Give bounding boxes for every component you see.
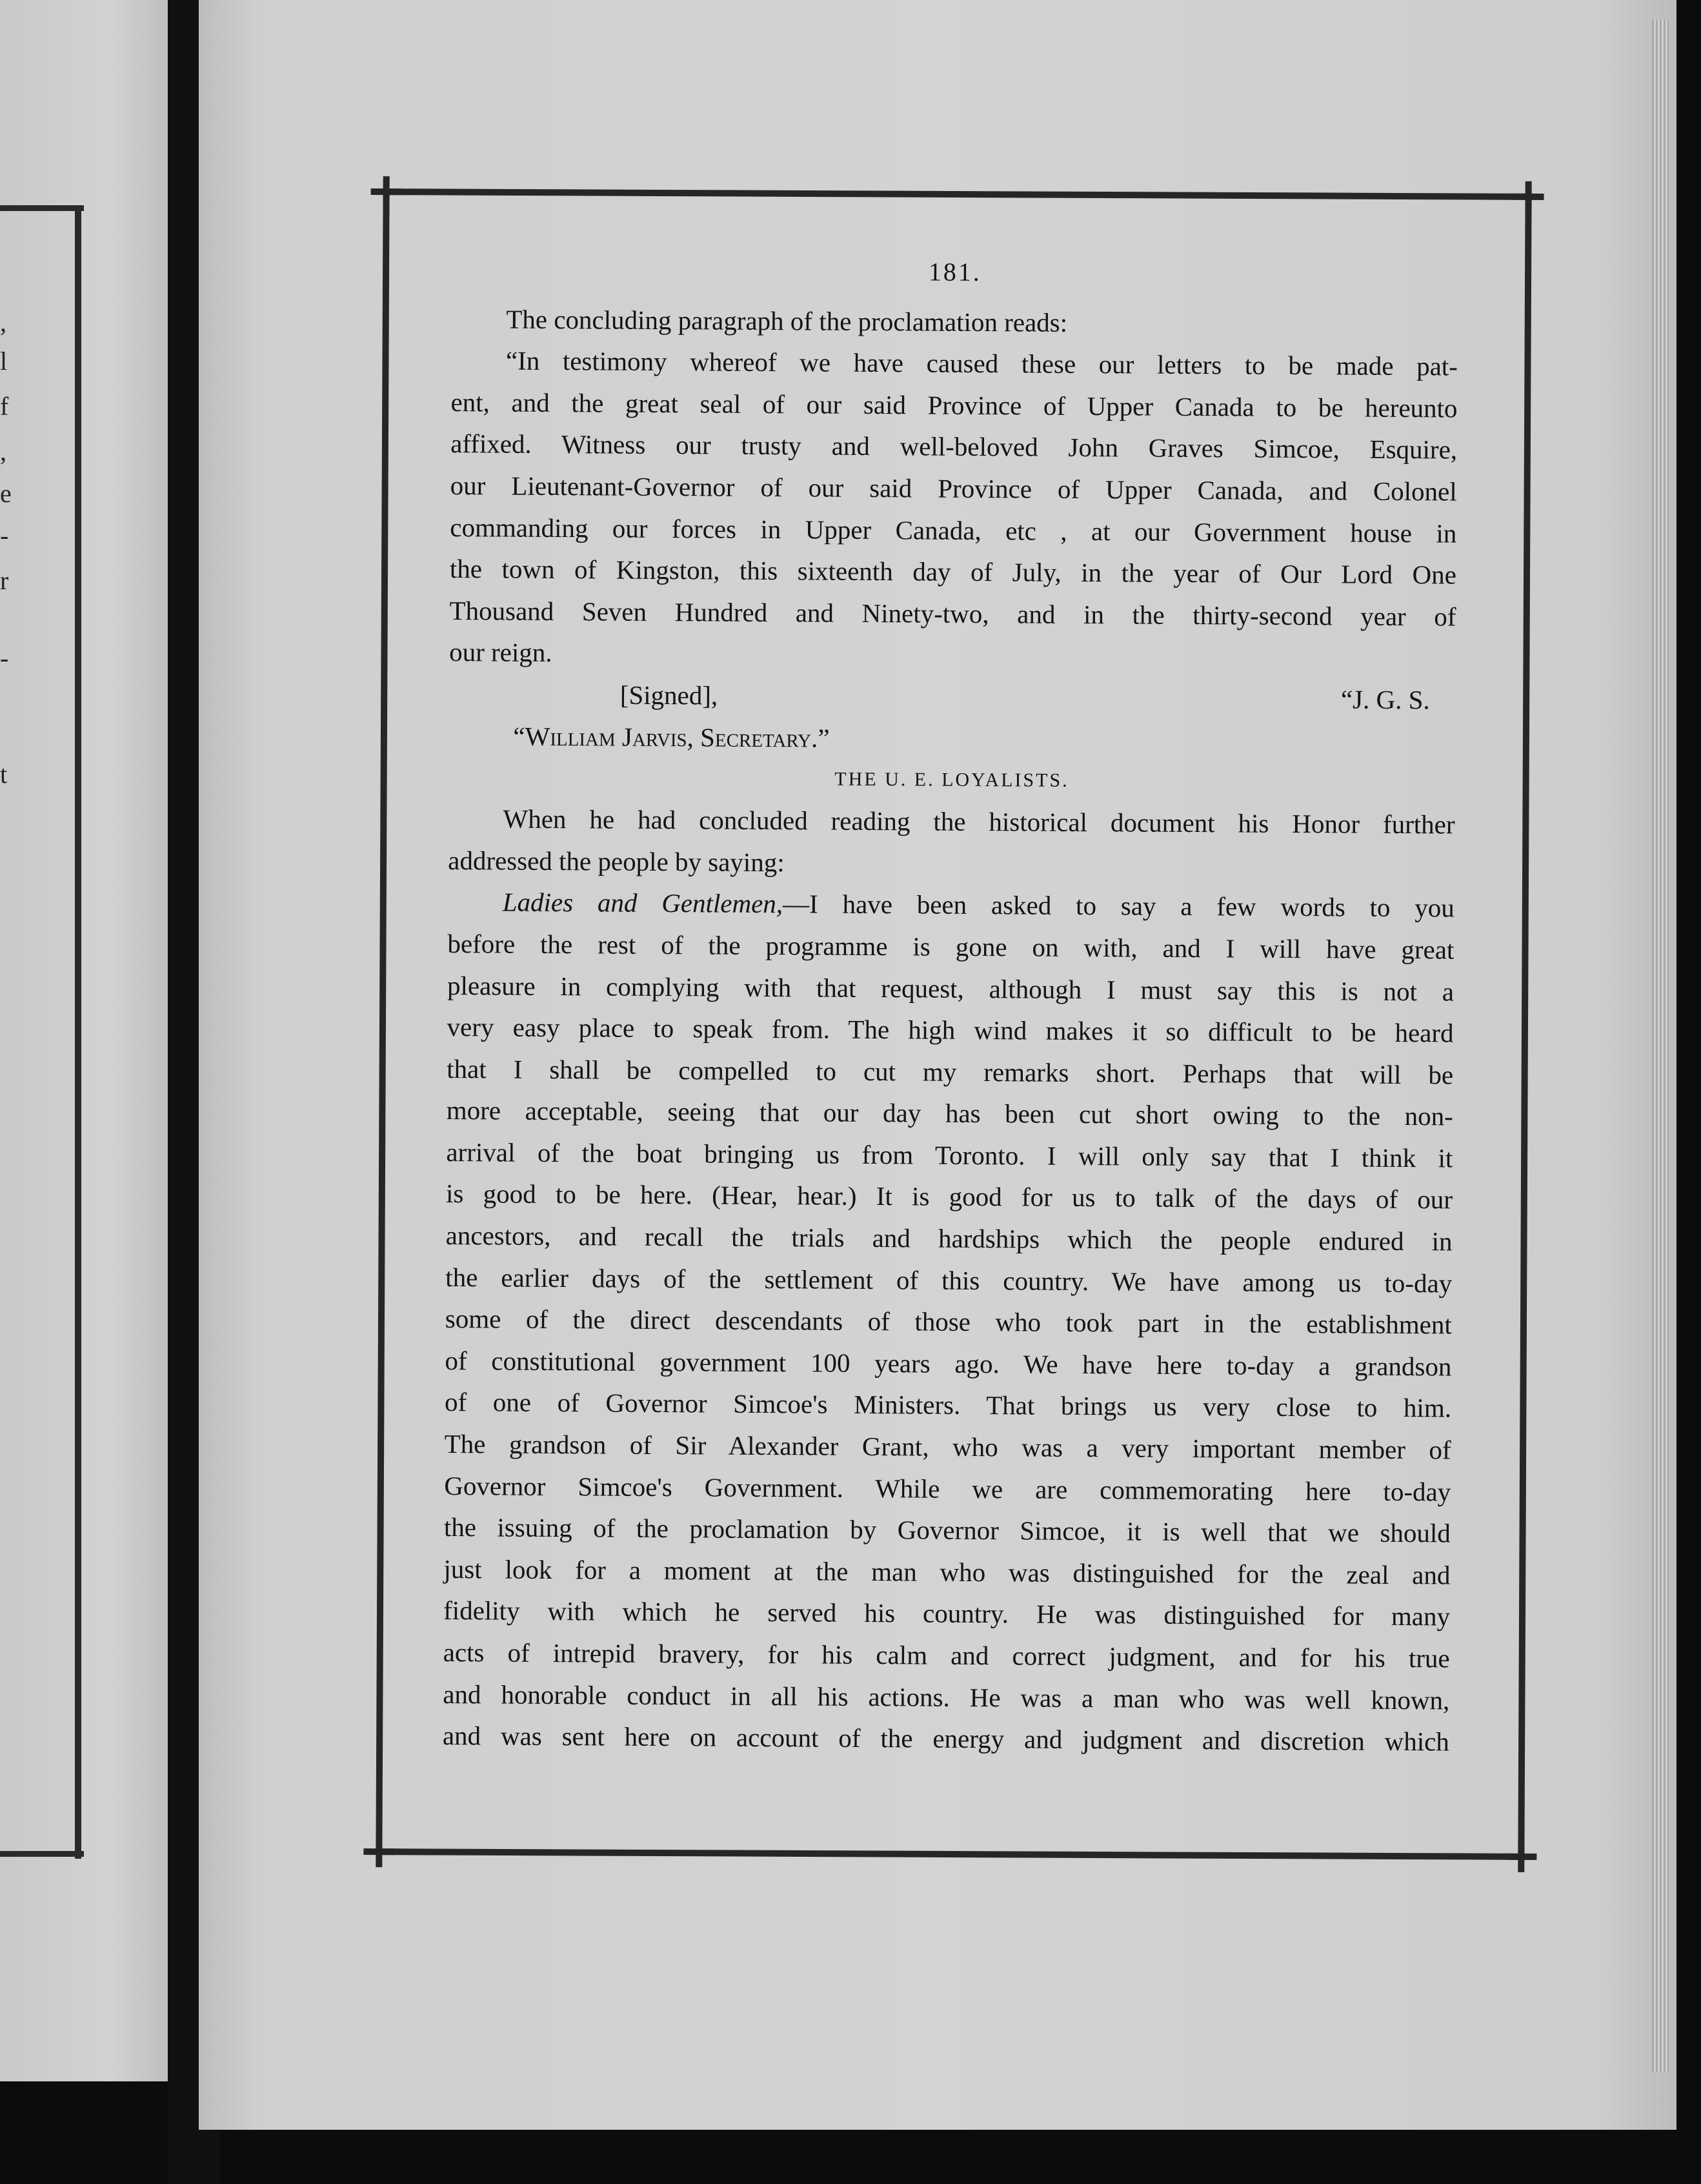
page-text-block [443, 248, 1458, 1763]
left-page-border-bottom [0, 1851, 84, 1857]
text-line: ent, and the great seal of our said Province of Upper Canada to be hereunto [450, 387, 1458, 423]
text-line: the earlier days of the settlement of this country. We have among us to-day [445, 1262, 1453, 1299]
text-line: and was sent here on account of the energy and judgment and discretion which [442, 1721, 1450, 1757]
speech-first-line-text: —I have been asked to say a few words to you [782, 889, 1454, 923]
frame-corner-cross-icon [363, 1836, 394, 1867]
frame-corner-cross-icon [1513, 181, 1544, 212]
text-line: addressed the people by saying: [448, 845, 785, 877]
text-line: Thousand Seven Hundred and Ninety-two, and in the thirty-second year of [449, 595, 1456, 632]
text-line: affixed. Witness our trusty and well-beloved John Graves Simcoe, Esquire, [450, 429, 1458, 465]
signature-row [449, 673, 1456, 721]
text-line: pleasure in complying with that request, although I must say this is not a [447, 970, 1454, 1007]
text-line: that I shall be compelled to cut my remarks short. Perhaps that will be [447, 1053, 1454, 1090]
text-line: ancestors, and recall the trials and hardships which the people endured in [445, 1220, 1453, 1257]
text-line: just look for a moment at the man who was distinguished for the zeal and [443, 1553, 1451, 1590]
text-line: commanding our forces in Upper Canada, etc , at our Government house in [450, 512, 1457, 549]
text-line: the town of Kingston, this sixteenth day of July, in the year of Our Lord One [449, 554, 1457, 590]
margin-mark: l [0, 347, 8, 376]
frame-corner-cross-icon [371, 176, 402, 207]
text-line: is good to be here. (Hear, hear.) It is good for us to talk of the days of our [445, 1178, 1453, 1215]
page-number: 181. [928, 257, 981, 287]
signature-initials: “J. G. S. [1340, 684, 1430, 715]
text-line: fidelity with which he served his country. He was distinguished for many [443, 1595, 1451, 1632]
text-line: before the rest of the programme is gone on with, and I will have great [447, 928, 1454, 965]
frame-corner-cross-icon [1505, 1841, 1536, 1872]
text-line: When he had concluded reading the historical document his Honor further [503, 804, 1455, 840]
section-heading: THE U. E. LOYALISTS. [834, 768, 1069, 791]
margin-mark: - [0, 643, 9, 672]
margin-mark: , [0, 437, 6, 466]
page-edge-shading [1652, 19, 1670, 2072]
text-line: some of the direct descendants of those who took part in the establishment [445, 1304, 1452, 1340]
text-line: more acceptable, seeing that our day has been cut short owing to the non- [446, 1095, 1453, 1131]
margin-mark: , [0, 308, 6, 337]
text-line: of constitutional government 100 years ago. We have here to-day a grandson [445, 1345, 1452, 1382]
text-line: our Lieutenant-Governor of our said Province of Upper Canada, and Colonel [450, 470, 1457, 507]
signed-label: [Signed], [619, 680, 718, 711]
text-line: and honorable conduct in all his actions. He was a man who was well known, [443, 1679, 1450, 1715]
speech-body [443, 923, 1454, 1763]
text-line: of one of Governor Simcoe's Ministers. That brings us very close to him. [444, 1387, 1452, 1423]
proclamation-quote [449, 339, 1458, 679]
margin-mark: - [0, 521, 9, 550]
left-page-border-side [75, 207, 81, 1859]
text-line: arrival of the boat bringing us from Toronto. I will only say that I think it [446, 1137, 1453, 1173]
text-line: the issuing of the proclamation by Governor Simcoe, it is well that we should [443, 1512, 1451, 1548]
paragraph-intro: The concluding paragraph of the proclamation reads: [506, 304, 1068, 338]
left-facing-page [0, 0, 184, 2081]
secretary-signature: “William Jarvis, Secretary.” [513, 721, 830, 753]
text-line: “In testimony whereof we have caused these our letters to be made pat- [505, 345, 1458, 381]
text-line: our reign. [449, 637, 552, 668]
text-line: acts of intrepid bravery, for his calm and correct judgment, and for his true [443, 1637, 1450, 1673]
text-line: very easy place to speak from. The high wind makes it so difficult to be heard [447, 1012, 1454, 1048]
text-line: The grandson of Sir Alexander Grant, who was a very important member of [444, 1428, 1451, 1465]
left-page-border-top [0, 205, 84, 211]
text-line: Governor Simcoe's Government. While we are commemorating here to-day [444, 1470, 1451, 1507]
speech-first-line [448, 881, 1454, 929]
margin-mark: e [0, 479, 12, 508]
margin-mark: f [0, 392, 9, 421]
margin-mark: t [0, 760, 8, 789]
margin-mark: r [0, 566, 9, 595]
speech-salutation: Ladies and Gentlemen, [502, 887, 783, 919]
